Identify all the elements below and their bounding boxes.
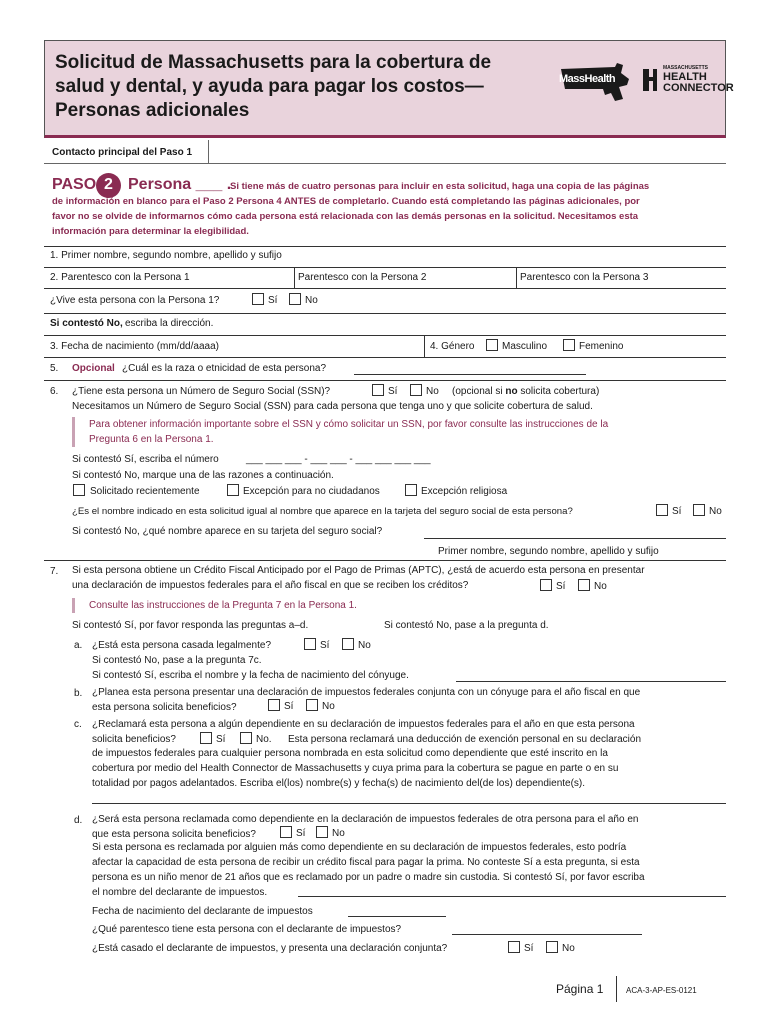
q7c-question-3: de impuestos federales para cualquier persona nombrada en esta solicitud como dependiente que esté inscrito en la cobertura por medio del Health Connector de Massachusetts y cuya prima para la cobertura se pague en parte o en su totalidad por pagos adelantados. Escriba el(los) nombre(s) y fecha(s) de nacimiento del(de los) dependiente(s). — [92, 748, 619, 789]
connector-logo-mid: HEALTH — [663, 71, 707, 83]
page-number: Página 1 — [556, 982, 604, 996]
name-caption: Primer nombre, segundo nombre, apellido y sufijo — [438, 546, 659, 557]
q1-label: 1. Primer nombre, segundo nombre, apellido y sufijo — [50, 250, 282, 261]
q7-number: 7. — [50, 566, 59, 577]
paso-number: 2 — [104, 176, 113, 193]
gender-masculino-checkbox[interactable] — [486, 339, 498, 351]
reason-noncitizen-label: Excepción para no ciudadanos — [243, 486, 380, 497]
contact-bar — [44, 140, 726, 164]
q7d-joint-si-label: Sí — [524, 943, 534, 954]
q7-no-label: No — [594, 581, 607, 592]
q7d-label: d. — [74, 815, 83, 826]
q7d-joint: ¿Está casado el declarante de impuestos, y presenta una declaración conjunta? — [92, 943, 448, 954]
q7a-si-checkbox[interactable] — [304, 638, 316, 650]
gender-masculino-label: Masculino — [502, 341, 548, 352]
q7a-si-label: Sí — [320, 640, 330, 651]
q7d-no-checkbox[interactable] — [316, 826, 328, 838]
q7c-question-2: solicita beneficios? — [92, 734, 176, 745]
q7a-no-checkbox[interactable] — [342, 638, 354, 650]
dependents-line[interactable] — [92, 803, 726, 804]
reason-religious-checkbox[interactable] — [405, 484, 417, 496]
lives-with-si-label: Sí — [268, 295, 278, 306]
q7d-joint-no-checkbox[interactable] — [546, 941, 558, 953]
header-banner — [44, 40, 734, 138]
q7-question: Si esta persona obtiene un Crédito Fiscal Anticipado por el Pago de Primas (APTC), ¿está de acuerdo esta persona en presentar una declaración de impuestos federales para el año fiscal en que se reciben los créditos? — [72, 565, 645, 591]
lives-with-question: ¿Vive esta persona con la Persona 1? — [50, 295, 220, 306]
q5-number: 5. — [50, 363, 59, 374]
q7b-no-checkbox[interactable] — [306, 699, 318, 711]
q7a-question: ¿Está esta persona casada legalmente? — [92, 640, 271, 651]
connector-logo-top: MASSACHUSETTS — [663, 65, 709, 71]
q6-instructions: Para obtener información importante sobre el SSN y cómo solicitar un SSN, por favor consulte las instrucciones de la Pregunta 6 en la Persona 1. — [72, 417, 608, 447]
q6-question: ¿Tiene esta persona un Número de Seguro Social (SSN)? — [72, 386, 331, 397]
masshealth-logo — [557, 59, 633, 105]
persona-number: Persona ___ . — [128, 176, 232, 193]
q7a-no-label: No — [358, 640, 371, 651]
address-instruction-bold: Si contestó No, — [50, 318, 123, 329]
contact-label: Contacto principal del Paso 1 — [52, 147, 193, 158]
q7a-yes-instruction: Si contestó Sí, escriba el nombre y la fecha de nacimiento del cónyuge. — [92, 670, 409, 681]
form-code: ACA-3-AP-ES-0121 — [626, 986, 697, 995]
q6-same-name: ¿Es el nombre indicado en esta solicitud igual al nombre que aparece en la tarjeta del seguro social de esta persona? — [72, 506, 573, 517]
q7-yes-answer: Si contestó Sí, por favor responda las preguntas a–d. — [72, 620, 309, 631]
reason-religious-label: Excepción religiosa — [421, 486, 508, 497]
q6-si-checkbox[interactable] — [372, 384, 384, 396]
masshealth-logo-text: MassHealth — [559, 73, 616, 85]
q6-no-label: No — [426, 386, 439, 397]
q3-label: 3. Fecha de nacimiento (mm/dd/aaaa) — [50, 341, 219, 352]
tax-filer-name-line[interactable] — [298, 896, 726, 897]
q6-yes-write: Si contestó Sí, escriba el número — [72, 454, 219, 465]
connector-logo-bot: CONNECTOR — [663, 82, 734, 94]
q7d-joint-si-checkbox[interactable] — [508, 941, 520, 953]
q7c-question-1: ¿Reclamará esta persona a algún dependiente en su declaración de impuestos federales para el año en que esta persona — [92, 719, 635, 730]
q7c-label: c. — [74, 719, 82, 730]
reason-noncitizen-checkbox[interactable] — [227, 484, 239, 496]
q7b-question: ¿Planea esta persona presentar una declaración de impuestos federales conjunta con un cónyuge para el año fiscal en que esta persona solicita beneficios? — [92, 687, 641, 713]
q7c-no-label: No. — [256, 734, 272, 745]
q7d-relationship: ¿Qué parentesco tiene esta persona con el declarante de impuestos? — [92, 924, 402, 935]
q7c-si-label: Sí — [216, 734, 226, 745]
q7d-no-label: No — [332, 828, 345, 839]
same-name-si-checkbox[interactable] — [656, 504, 668, 516]
health-connector-logo — [641, 65, 734, 99]
q5-answer-line[interactable] — [354, 374, 586, 375]
tax-filer-dob-line[interactable] — [348, 916, 446, 917]
q2c-label: Parentesco con la Persona 3 — [520, 272, 649, 283]
q5-optional: Opcional — [72, 363, 115, 374]
document-title: Solicitud de Massachusetts para la cobertura de salud y dental, y ayuda para pagar los costos— Personas adicionales — [55, 52, 492, 121]
q5-question: ¿Cuál es la raza o etnicidad de esta persona? — [122, 363, 327, 374]
q6-optional-note: (opcional si no solicita cobertura) — [452, 386, 600, 397]
ssn-card-name-line[interactable] — [424, 538, 726, 539]
q7d-joint-no-label: No — [562, 943, 575, 954]
q7b-si-label: Sí — [284, 701, 294, 712]
spouse-info-line[interactable] — [456, 681, 726, 682]
paso-intro-first: Si tiene más de cuatro personas para incluir en esta solicitud, haga una copia de las páginas — [230, 181, 650, 192]
q6-need-text: Necesitamos un Número de Seguro Social (SSN) para cada persona que tenga uno y que solicite cobertura de salud. — [72, 401, 593, 412]
q7-si-label: Sí — [556, 581, 566, 592]
same-name-no-label: No — [709, 506, 722, 517]
gender-femenino-checkbox[interactable] — [563, 339, 575, 351]
q6-no-checkbox[interactable] — [410, 384, 422, 396]
address-instruction: escriba la dirección. — [125, 318, 214, 329]
q7-si-checkbox[interactable] — [540, 579, 552, 591]
paso-intro-rest: de información en blanco para el Paso 2 Persona 4 ANTES de completarlo. Cuando está completando las páginas adicionales, por favor no se olvide de informarnos cómo cada persona está relacionada con las demás personas en la solicitud. Necesitamos esta información para determinar la elegibilidad. — [52, 196, 640, 237]
lives-with-si-checkbox[interactable] — [252, 293, 264, 305]
q7a-no-instruction: Si contestó No, pase a la pregunta 7c. — [92, 655, 262, 666]
q7c-question-2-rest: Esta persona reclamará una deducción de exención personal en su declaración — [288, 734, 642, 745]
q2b-label: Parentesco con la Persona 2 — [298, 272, 427, 283]
paso-word: PASO — [52, 176, 97, 193]
q7d-si-checkbox[interactable] — [280, 826, 292, 838]
q4-label: 4. Género — [430, 341, 475, 352]
same-name-si-label: Sí — [672, 506, 682, 517]
reason-recent-checkbox[interactable] — [73, 484, 85, 496]
same-name-no-checkbox[interactable] — [693, 504, 705, 516]
q7c-no-checkbox[interactable] — [240, 732, 252, 744]
contact-field[interactable] — [208, 140, 209, 163]
q7-no-checkbox[interactable] — [578, 579, 590, 591]
reason-recent-label: Solicitado recientemente — [90, 486, 200, 497]
q7d-question: ¿Será esta persona reclamada como dependiente en la declaración de impuestos federales de otra persona para el año en que esta persona solicita beneficios? — [92, 814, 639, 840]
q6-ssn-blanks[interactable]: ___ ___ ___ - ___ ___ - ___ ___ ___ ___ — [246, 454, 431, 465]
q7b-no-label: No — [322, 701, 335, 712]
q7d-paragraph: Si esta persona es reclamada por alguien más como dependiente en su declaración de impuestos federales, esto podría afectar la capacidad de esta persona de recibir un crédito fiscal para pagar la prima. No conteste Sí a esta pregunta, si esta persona es un niño menor de 21 años que es reclamado por un padre o madre sin custodia. Si contestó Sí, por favor escriba el nombre del declarante de impuestos. — [92, 842, 645, 898]
q2-label: 2. Parentesco con la Persona 1 — [50, 272, 190, 283]
lives-with-no-checkbox[interactable] — [289, 293, 301, 305]
q7-instructions: Consulte las instrucciones de la Pregunta 7 en la Persona 1. — [72, 598, 357, 613]
q7c-si-checkbox[interactable] — [200, 732, 212, 744]
connector-mark-icon — [641, 67, 659, 93]
tax-filer-relationship-line[interactable] — [452, 934, 642, 935]
lives-with-no-label: No — [305, 295, 318, 306]
q7-no-answer: Si contestó No, pase a la pregunta d. — [384, 620, 549, 631]
q7a-label: a. — [74, 640, 83, 651]
q6-which-name: Si contestó No, ¿qué nombre aparece en su tarjeta del seguro social? — [72, 526, 383, 537]
q6-no-reason: Si contestó No, marque una de las razones a continuación. — [72, 470, 334, 481]
q7b-si-checkbox[interactable] — [268, 699, 280, 711]
q7b-label: b. — [74, 688, 83, 699]
q6-si-label: Sí — [388, 386, 398, 397]
q6-number: 6. — [50, 386, 59, 397]
q7d-si-label: Sí — [296, 828, 306, 839]
gender-femenino-label: Femenino — [579, 341, 624, 352]
q7d-dob: Fecha de nacimiento del declarante de impuestos — [92, 906, 313, 917]
